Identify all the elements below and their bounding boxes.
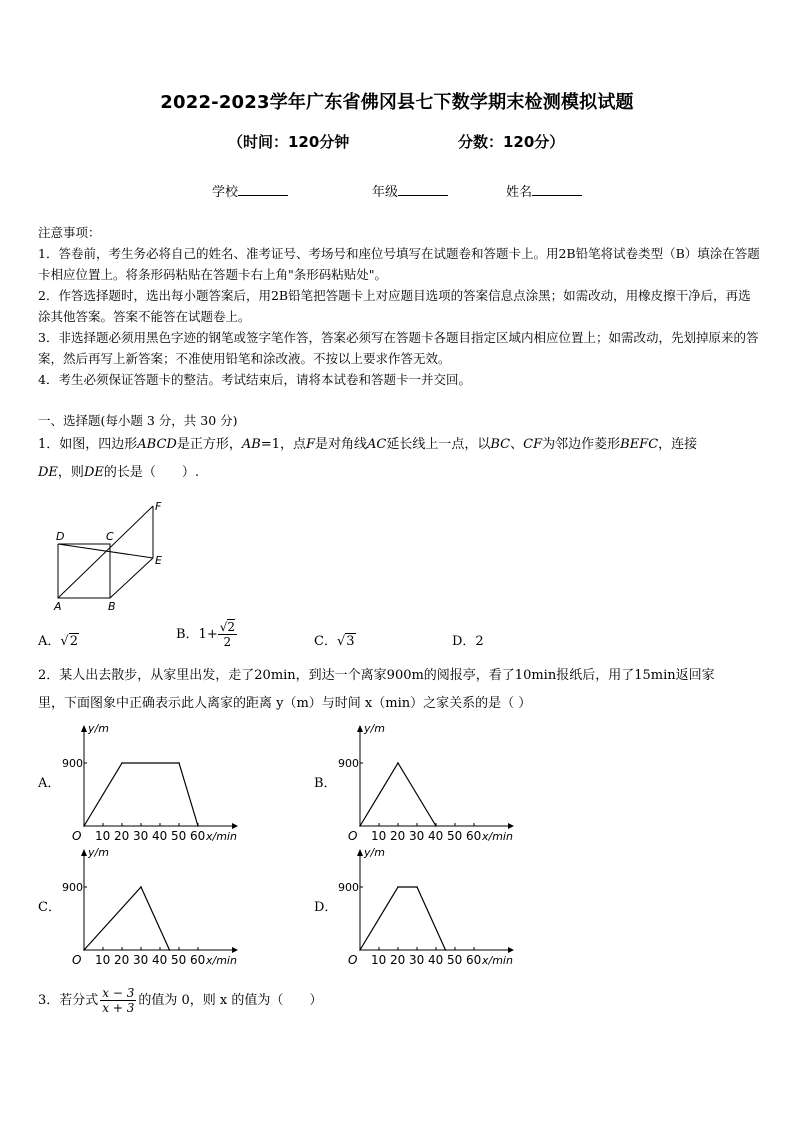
data-point [83,949,85,951]
diagonal-af [58,506,153,598]
q2-option-c-label[interactable]: C． [38,900,61,915]
x-tick-label: 60 [190,953,206,967]
option-label: B．1+ [176,627,218,642]
distance-line [360,763,436,826]
segment-de [58,544,153,558]
x-tick-label: 50 [171,953,187,967]
section-heading: 一、选择题(每小题 3 分，共 30 分) [38,413,238,428]
option-label: A． [38,634,61,649]
q1-option-d[interactable]: D．2 [452,634,484,649]
x-tick-label: 10 [371,829,387,843]
q1-var: F [305,437,316,452]
data-point [121,762,123,764]
q1-text: 、 [510,437,524,452]
q2-option-a-label[interactable]: A． [38,776,61,791]
q3-text: 3．若分式 [38,992,99,1008]
option-label: C． [314,634,337,649]
school-label: 学校 [212,185,239,200]
q1-figure [48,496,178,614]
q1-var: DE [83,465,104,480]
school-blank [238,183,288,196]
x-tick-label: 60 [190,829,206,843]
q1-text: 为邻边作菱形 [542,437,621,452]
origin-label: O [72,953,82,967]
radicand: 3 [346,634,355,649]
data-point [140,886,142,888]
q1-var: ABCD [137,437,177,452]
school-field [212,181,288,200]
y-axis-label: y/m [88,722,109,735]
q1-text: 是对角线 [315,437,368,452]
x-tick-label: 60 [466,953,482,967]
q1-text: 1．如图，四边形 [38,437,138,452]
origin-label: O [348,829,358,843]
x-tick-label: 50 [171,829,187,843]
radicand: 2 [69,634,78,649]
label-d: D [56,530,65,543]
q2-line-2: 里，下面图象中正确表示此人离家的距离 y（m）与时间 x（min）之家关系的是（ ） [38,696,532,711]
x-tick-label: 30 [133,953,149,967]
grade-field [372,181,448,200]
y-tick-label: 900 [62,757,83,770]
q1-var: CF [523,437,543,452]
x-tick-label: 30 [409,829,425,843]
data-point [197,825,199,827]
label-b: B [108,600,116,613]
distance-line [360,887,446,950]
x-tick-label: 30 [133,829,149,843]
y-tick-label: 900 [62,881,83,894]
q1-var: DE [38,465,58,480]
x-tick-label: 20 [390,829,406,843]
data-point [445,949,447,951]
time-label: （时间：120分钟 [228,133,350,151]
data-point [397,886,399,888]
data-point [397,762,399,764]
data-point [169,949,171,951]
q2-graph-a [62,720,256,848]
x-tick-label: 40 [152,829,168,843]
fraction-numerator: √2 [219,620,236,634]
note-item: 2．作答选择题时，选出每小题答案后，用2B铅笔把答题卡上对应题目选项的答案信息点涂黑；如需改动，用橡皮擦干净后，再选涂其他答案。答案不能答在试题卷上。 [38,288,751,324]
fraction-numerator: x − 3 [102,986,135,1000]
q1-var: AC [367,437,387,452]
x-tick-label: 10 [95,953,111,967]
distance-line [84,763,198,826]
x-axis-arrow [232,947,238,953]
x-tick-label: 30 [409,953,425,967]
data-point [83,825,85,827]
question-2 [38,662,762,718]
q1-var: AB [241,437,261,452]
label-c: C [106,530,114,543]
x-tick-label: 50 [447,953,463,967]
x-axis-arrow [232,823,238,829]
score-label: 分数：120分） [458,133,565,151]
x-axis-label: x/min [206,830,237,843]
x-tick-label: 20 [114,829,130,843]
fraction-denominator: 2 [223,635,232,649]
y-tick-label: 900 [338,757,359,770]
x-tick-label: 20 [390,953,406,967]
sqrt-expr: √2 [60,634,78,649]
q2-option-d-label[interactable]: D． [314,900,338,915]
x-tick-label: 10 [95,829,111,843]
q1-text: 延长线上一点，以 [386,437,491,452]
x-axis-label: x/min [206,954,237,967]
data-point [435,825,437,827]
x-axis-label: x/min [482,830,513,843]
radicand: 2 [227,620,236,634]
q2-option-b-label[interactable]: B． [314,776,337,791]
fraction-denominator: x + 3 [102,1001,135,1015]
fraction [218,620,237,649]
y-axis-arrow [81,725,87,732]
q1-text: =1，点 [260,437,306,452]
grade-blank [398,183,448,196]
q1-text: 的长是（ ）. [103,465,199,480]
x-tick-label: 40 [428,829,444,843]
note-item: 3．非选择题必须用黑色字迹的钢笔或签字笔作答，答案必须写在答题卡各题目指定区域内相应位置上；如需改动，先划掉原来的答案，然后再写上新答案；不准使用铅笔和涂改液。不按以上要求作答无效。 [38,330,759,366]
q1-var: BC [490,437,511,452]
x-tick-label: 50 [447,829,463,843]
x-axis-label: x/min [482,954,513,967]
sqrt-expr: √3 [336,634,355,649]
y-axis-label: y/m [364,722,385,735]
q3-text: 的值为 0，则 x 的值为（ ） [138,992,323,1008]
data-point [359,825,361,827]
question-3 [38,986,322,1015]
name-blank [532,183,582,196]
label-a: A [54,600,62,613]
q1-option-b[interactable] [176,620,237,649]
q1-option-a[interactable] [38,630,79,649]
q1-option-c[interactable] [314,630,356,649]
y-axis-arrow [357,725,363,732]
x-tick-label: 20 [114,953,130,967]
grade-label: 年级 [372,185,399,200]
q1-text: ，则 [57,465,84,480]
label-e: E [155,554,162,567]
question-1 [38,431,762,487]
distance-line [84,887,170,950]
note-item: 4．考生必须保证答题卡的整洁。考试结束后，请将本试卷和答题卡一并交回。 [38,372,471,387]
x-tick-label: 10 [371,953,387,967]
x-axis-arrow [508,947,514,953]
origin-label: O [72,829,82,843]
y-axis-arrow [81,849,87,856]
x-tick-label: 40 [428,953,444,967]
notes-block [38,222,760,390]
q1-text: 是正方形， [176,437,242,452]
data-point [359,949,361,951]
page-title: 2022-2023学年广东省佛冈县七下数学期末检测模拟试题 [160,92,634,113]
origin-label: O [348,953,358,967]
q2-line-1: 2．某人出去散步，从家里出发，走了20min，到达一个离家900m的阅报亭，看了10min报纸后，用了15min返回家 [38,668,715,683]
side-be [110,558,153,598]
q2-graph-c [62,844,256,972]
q2-graph-b [338,720,532,848]
data-point [178,762,180,764]
q2-graph-d [338,844,532,972]
name-label: 姓名 [506,185,533,200]
name-field [506,181,582,200]
q3-fraction [100,986,136,1015]
label-f: F [155,500,162,513]
y-axis-label: y/m [364,846,385,859]
y-tick-label: 900 [338,881,359,894]
note-item: 1．答卷前，考生务必将自己的姓名、准考证号、考场号和座位号填写在试题卷和答题卡上。用2B铅笔将试卷类型（B）填涂在答题卡相应位置上。将条形码粘贴在答题卡右上角"条形码粘贴处"。 [38,246,760,282]
x-tick-label: 40 [152,953,168,967]
q1-text: ，连接 [658,437,698,452]
data-point [416,886,418,888]
y-axis-arrow [357,849,363,856]
x-tick-label: 60 [466,829,482,843]
y-axis-label: y/m [88,846,109,859]
x-axis-arrow [508,823,514,829]
notes-heading: 注意事项： [38,225,101,240]
q1-var: BEFC [620,437,659,452]
